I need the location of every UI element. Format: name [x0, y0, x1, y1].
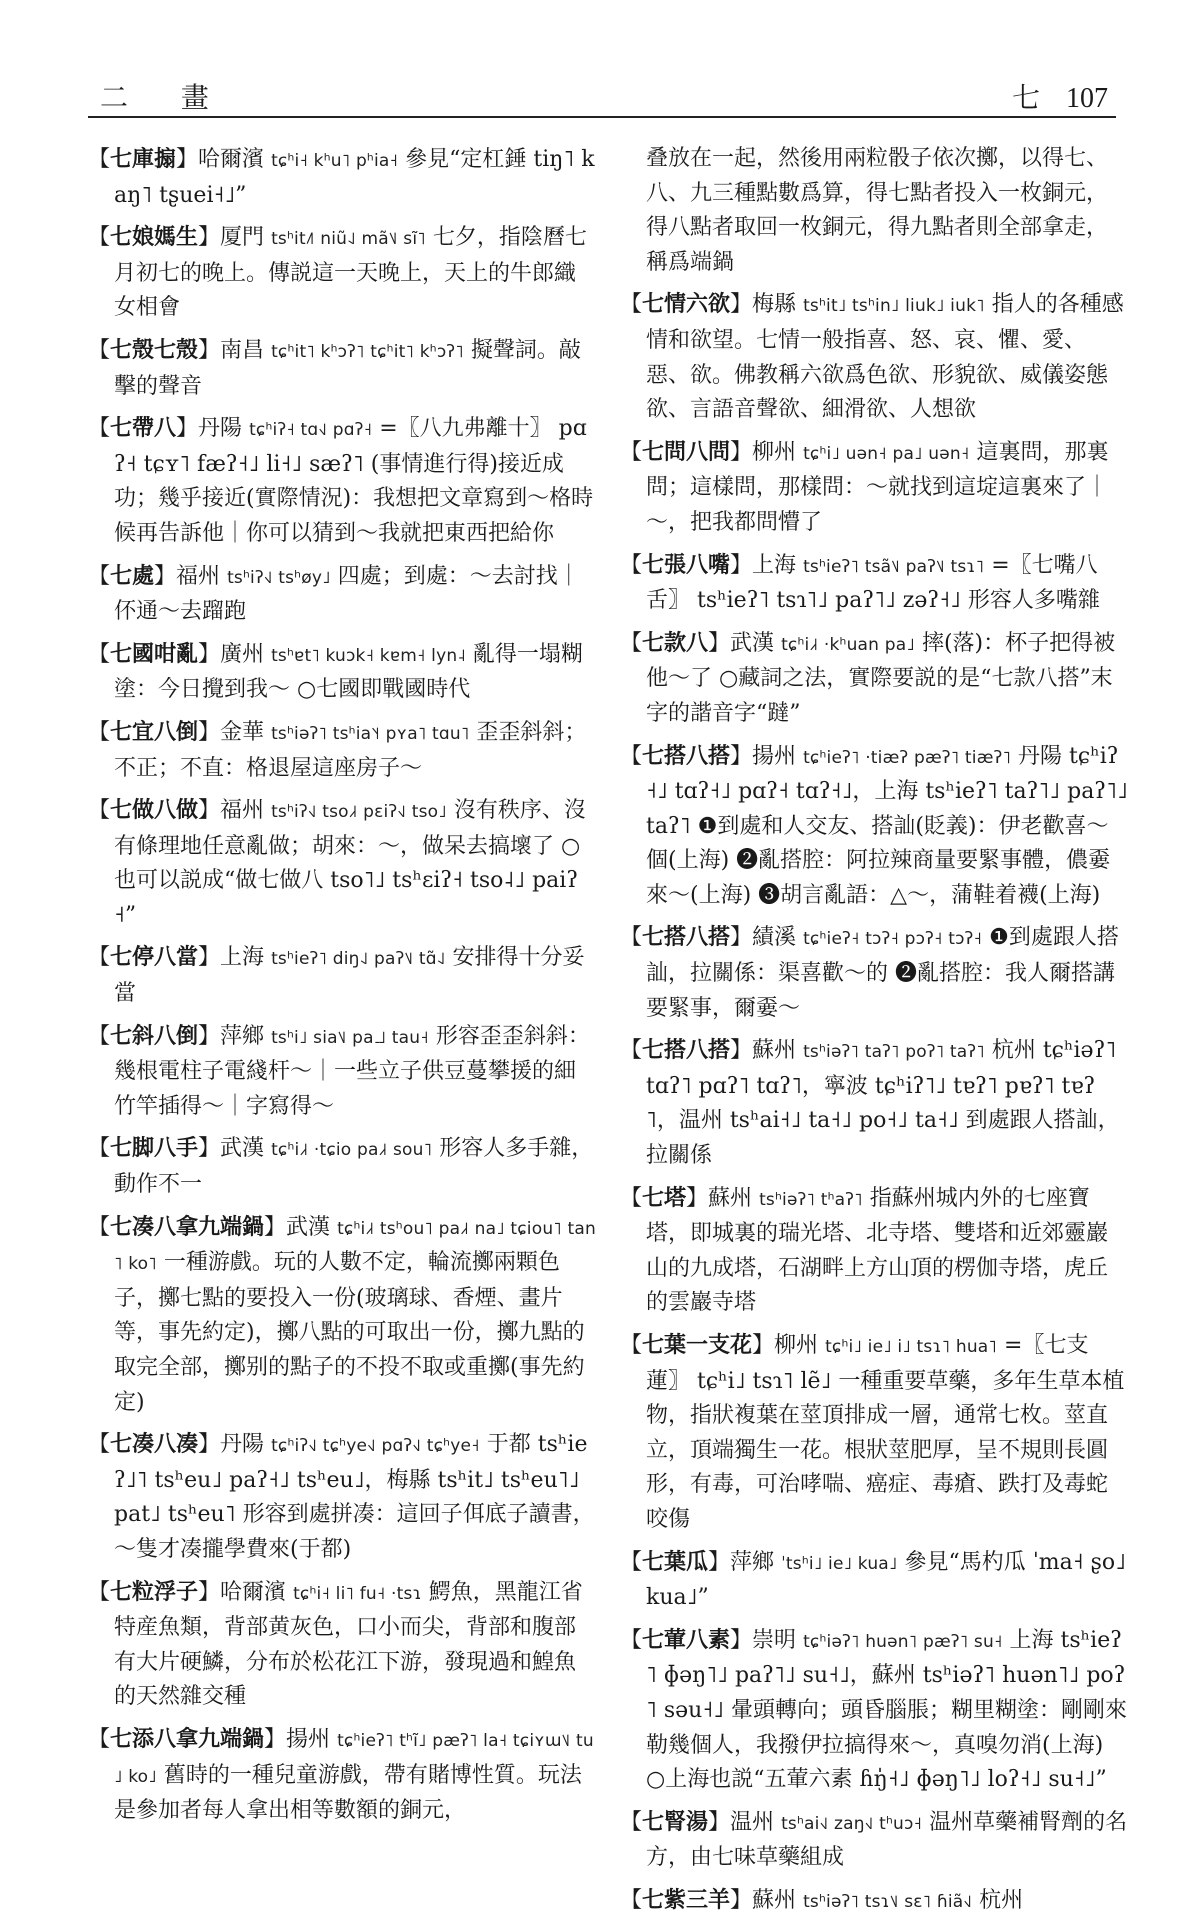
bracket-close: 】 — [730, 743, 753, 769]
bracket-close: 】 — [708, 1809, 731, 1835]
entry-definition: 指人的各種感情和欲望。七情一般指喜、怒、哀、懼、愛、惡、欲。佛教稱六欲爲色欲、形貌欲、威儀姿態欲、言語音聲欲、細滑欲、人想欲 — [646, 292, 1124, 423]
dictionary-entry — [88, 1210, 596, 1421]
dictionary-entry — [88, 559, 596, 630]
entry-definition: 叠放在一起，然後用兩粒骰子依次擲，以得七、八、九三種點數爲算，得七點者投入一枚銅元，得八點者取回一枚銅元，得九點者則全部拿走，稱爲端鍋 — [646, 146, 1109, 275]
entry-definition: 七夕，指陰曆七月初七的晚上。傳説這一天晚上，天上的牛郎織女相會 — [114, 225, 587, 321]
entry-headword: 七紫三羊 — [642, 1886, 731, 1913]
entry-pronunciation: tsʰɐt˥ kuɔk˧ kɐm˧ lyn˨ — [271, 645, 466, 666]
entry-definition: 温州草藥補腎劑的名方，由七味草藥組成 — [646, 1809, 1128, 1871]
entry-definition: 安排得十分妥當 — [114, 945, 585, 1007]
dictionary-entry — [88, 1427, 596, 1567]
entry-pronunciation: tsʰieʔ˥ diŋ˨˩ paʔ˥˩ tɑ̃˨˩ — [271, 949, 446, 970]
bracket-close: 】 — [730, 925, 753, 951]
entry-definition: 指蘇州城内外的七座寶塔，即城裏的瑞光塔、北寺塔、雙塔和近郊靈巖山的九成塔，石湖畔上方山頂的楞伽寺塔，虎丘的雲巖寺塔 — [646, 1185, 1109, 1316]
entry-pronunciation: tsʰi˩ sia˥˩ pa˩˩ tau˧ — [271, 1027, 429, 1048]
entry-headword: 七處 — [110, 562, 155, 589]
entry-definition: 形容歪歪斜斜：幾根電柱子電綫杆～｜一些立子供豆蔓攀援的細竹竿插得～｜字寫得～ — [114, 1023, 590, 1119]
entry-location: 揚州 — [752, 743, 797, 769]
entry-pronunciation: tsʰiəʔ˥ tsʰia˥˧ pʏa˥ tɑu˥ — [271, 723, 470, 744]
dictionary-entry — [88, 1131, 596, 1202]
bracket-close: 】 — [198, 1023, 221, 1049]
bracket-open: 【 — [88, 798, 111, 824]
entry-pronunciation: tɕʰiʔ˧ tɑ˧˩ pɑʔ˧ — [249, 420, 373, 441]
entry-headword: 七殼七殼 — [110, 336, 199, 363]
entry-pronunciation: tsʰiʔ˧˩ tsʰøy˩ — [227, 567, 331, 588]
entry-location: 柳州 — [774, 1333, 819, 1358]
entry-location: 温州 — [730, 1809, 775, 1835]
bracket-open: 【 — [620, 1185, 643, 1211]
entry-headword: 七添八拿九端鍋 — [110, 1725, 265, 1752]
page-locator — [986, 76, 1108, 116]
entry-headword: 七問八問 — [642, 438, 731, 465]
bracket-open: 【 — [620, 1038, 643, 1064]
entry-location: 萍鄉 — [220, 1023, 265, 1049]
bracket-open: 【 — [88, 416, 111, 442]
dictionary-entry — [88, 1722, 596, 1829]
entry-location: 武漢 — [730, 630, 775, 656]
bracket-open: 【 — [620, 925, 643, 951]
entry-definition: 上海 tsʰieʔ˥ ɸəŋ˥˩ paʔ˥˩ su˧˩，蘇州 tsʰiəʔ˥ huən˥˩ poʔ˥ səu˧˩ 暈頭轉向；頭昏腦脹；糊里糊塗：剛剛來勒幾個人，我撥伊拉搞得來～，真嗅勿消(上海) ○上海也説“五葷六素 ɦŋ̍˧˩ ɸəŋ˥˩ loʔ˧˩ su˧˩” — [646, 1627, 1128, 1793]
entry-pronunciation: tɕʰi˧ kʰu˥ pʰia˧ — [271, 151, 399, 171]
bracket-open: 【 — [88, 1726, 111, 1752]
dictionary-entry — [88, 220, 596, 326]
entry-pronunciation: tɕʰieʔ˥ ·tiæʔ pæʔ˥ tiæʔ˥ — [803, 747, 1012, 768]
bracket-close: 】 — [752, 1333, 775, 1358]
entry-headword: 七張八嘴 — [642, 551, 731, 578]
bracket-close: 】 — [176, 147, 199, 172]
entry-pronunciation: tɕʰi˩˧ tsʰou˥ pa˩˧ na˩ tɕiou˥ tan˥ ko˥ — [114, 1218, 596, 1275]
entry-definition: 于都 tsʰieʔ˩˥ tsʰeu˩ paʔ˧˩ tsʰeu˩，梅縣 tsʰit˩ tsʰeu˥˩ pat˩ tsʰeu˥ 形容到處拼凑：這回子佴底子讀書，～隻才凑攏學費來(于都) — [114, 1432, 595, 1562]
dictionary-entry — [620, 548, 1128, 619]
dictionary-entry — [88, 333, 596, 404]
left-column — [88, 142, 596, 1824]
entry-pronunciation: tɕʰieʔ˥ tʰĩ˩ pæʔ˥ la˧ tɕiʏɯ˥˩ tu˩ ko˩ — [114, 1730, 594, 1787]
dictionary-entry — [88, 1019, 596, 1125]
entry-pronunciation: tɕʰieʔ˧ tɔʔ˧ pɔʔ˧ tɔʔ˧ — [803, 929, 983, 950]
entry-continuation — [620, 142, 1128, 280]
entry-location: 蘇州 — [752, 1887, 797, 1913]
entry-headword: 七葷八素 — [642, 1626, 731, 1653]
page-number: 107 — [1066, 83, 1108, 114]
dictionary-entry — [620, 1623, 1128, 1798]
entry-pronunciation: tɕʰiəʔ˥ huən˥ pæʔ˥ su˧ — [803, 1631, 1003, 1652]
dictionary-entry — [620, 1033, 1128, 1173]
entry-definition: 這裏問，那裏問；這樣問，那樣問：～就找到這埞這裏來了｜～，把我都問懵了 — [646, 439, 1109, 535]
entry-location: 上海 — [752, 552, 797, 578]
bracket-close: 】 — [708, 1549, 731, 1575]
entry-headword: 七做八做 — [110, 797, 199, 824]
bracket-close: 】 — [730, 439, 753, 465]
section-title: 二 畫 — [100, 81, 231, 114]
entry-pronunciation: tɕʰit˥ kʰɔʔ˥ tɕʰit˥ kʰɔʔ˥ — [271, 341, 464, 362]
entry-pronunciation: tsʰai˧˩ zaŋ˧˩ tʰuɔ˧ — [781, 1813, 923, 1834]
entry-location: 厦門 — [220, 225, 265, 251]
bracket-open: 【 — [88, 563, 111, 589]
bracket-close: 】 — [198, 641, 221, 667]
dictionary-entry — [620, 626, 1128, 732]
entry-definition: 形容人多手雜，動作不一 — [114, 1136, 594, 1198]
bracket-close: 】 — [198, 719, 221, 745]
bracket-open: 【 — [88, 1136, 111, 1162]
bracket-close: 】 — [730, 1887, 753, 1913]
entry-headword: 七凑八拿九端鍋 — [110, 1213, 265, 1240]
entry-headword: 七娘媽生 — [110, 224, 199, 251]
entry-definition: 杭州 tɕʰiəʔ˥ tɑʔ˥ pɑʔ˥ tɑʔ˥，寧波 tɕʰiʔ˥˩ tɐʔ˥ pɐʔ˥ tɐʔ˥，温州 tsʰai˧˩ ta˧˩ po˧˩ ta˧˩ 到處跟人搭訕，拉關係 — [646, 1038, 1120, 1169]
entry-definition: 沒有秩序、沒有條理地任意亂做；胡來：～，做呆去搞壞了 ○也可以説成“做七做八 tso˥˩ tsʰɛiʔ˧ tso˨˩ paiʔ˧” — [114, 798, 586, 928]
bracket-close: 】 — [198, 337, 221, 363]
bracket-close: 】 — [686, 1185, 709, 1211]
entry-location: 丹陽 — [220, 1432, 265, 1458]
entry-headword: 七粒浮子 — [110, 1578, 199, 1605]
dictionary-entry — [620, 920, 1128, 1026]
entry-definition: 摔(落)：杯子把得被他～了 ○藏詞之法，實際要説的是“七款八搭”末字的諧音字“躂” — [646, 630, 1116, 726]
entry-pronunciation: tɕʰiʔ˧˩ tɕʰye˧˩ pɑʔ˧˩ tɕʰye˧ — [271, 1436, 480, 1457]
dictionary-entry — [620, 1883, 1128, 1920]
entry-pronunciation: tsʰiʔ˧˩ tso˩˧ pɛiʔ˧˩ tso˩ — [271, 802, 447, 823]
right-column — [620, 142, 1128, 1913]
entry-definition: =〖七嘴八舌〗 tsʰieʔ˥ tsɿ˥˩ paʔ˥˩ zəʔ˧˩ 形容人多嘴雜 — [646, 552, 1100, 614]
bracket-close: 】 — [708, 630, 731, 656]
entry-location: 績溪 — [752, 925, 797, 951]
entry-headword: 七宜八倒 — [110, 718, 199, 745]
entry-definition: ❶到處跟人搭訕，拉關係：渠喜歡～的 ❷亂搭腔：我人爾搭講要緊事，爾嫑～ — [646, 925, 1119, 1021]
entry-location: 上海 — [220, 945, 265, 971]
dictionary-entry — [620, 1181, 1128, 1321]
entry-pronunciation: tɕʰi˩ ie˩ i˩ tsɿ˥ hua˥ — [825, 1337, 998, 1357]
entry-definition: 參見“定杠錘 tiŋ˥ kaŋ˥ tʂuei˧˩” — [114, 147, 595, 208]
bracket-close: 】 — [730, 1038, 753, 1064]
bracket-open: 【 — [620, 1549, 643, 1575]
entry-location: 丹陽 — [198, 416, 243, 442]
entry-pronunciation: tsʰit˩˥ niũ˨˩ mã˥˩ sĩ˥ — [271, 229, 426, 250]
entry-definition: 歪歪斜斜；不正；不直：格退屋這座房子～ — [114, 719, 587, 781]
bracket-open: 【 — [88, 1432, 111, 1458]
bracket-close: 】 — [264, 1214, 287, 1240]
bracket-open: 【 — [620, 1887, 643, 1913]
bracket-open: 【 — [88, 1579, 111, 1605]
dictionary-entry — [620, 1545, 1128, 1616]
bracket-open: 【 — [620, 630, 643, 656]
bracket-close: 】 — [730, 1627, 753, 1653]
bracket-close: 】 — [198, 945, 221, 971]
dictionary-entry — [88, 637, 596, 708]
bracket-open: 【 — [88, 945, 111, 971]
bracket-close: 】 — [198, 225, 221, 251]
bracket-close: 】 — [730, 552, 753, 578]
dictionary-entry — [88, 715, 596, 786]
entry-headword: 七葉瓜 — [642, 1548, 709, 1575]
entry-location: 福州 — [220, 798, 265, 824]
entry-pronunciation: tɕʰi˩˧ ·tɕio pa˩˧ sou˥ — [271, 1140, 433, 1161]
entry-pronunciation: tsʰiəʔ˥ taʔ˥ poʔ˥ taʔ˥ — [803, 1042, 985, 1063]
entry-location: 梅縣 — [752, 292, 797, 318]
index-character: 七 — [1011, 83, 1040, 114]
bracket-open: 【 — [620, 1809, 643, 1835]
entry-location: 崇明 — [752, 1627, 797, 1653]
bracket-open: 【 — [620, 1627, 643, 1653]
entry-definition: 四處；到處：～去討找｜伓通～去蹓跑 — [114, 563, 580, 625]
dictionary-entry — [88, 940, 596, 1011]
dictionary-entry — [620, 1328, 1128, 1538]
entry-definition: 舊時的一種兒童游戲，帶有賭博性質。玩法是參加者每人拿出相等數額的銅元， — [114, 1762, 582, 1824]
page-header — [88, 76, 1116, 118]
bracket-open: 【 — [620, 552, 643, 578]
dictionary-entry — [620, 435, 1128, 541]
dictionary-entry — [620, 1805, 1128, 1876]
bracket-open: 【 — [88, 337, 111, 363]
bracket-close: 】 — [198, 798, 221, 824]
entry-headword: 七國咁亂 — [110, 640, 199, 667]
entry-headword: 七庫搧 — [110, 146, 177, 172]
entry-definition: 擬聲詞。敲擊的聲音 — [114, 337, 581, 399]
entry-headword: 七搭八搭 — [642, 742, 731, 769]
entry-definition: 一種游戲。玩的人數不定，輪流擲兩顆色子，擲七點的要投入一份(玻璃球、香煙、畫片等，事先約定)，擲八點的可取出一份，擲九點的取完全部，擲别的點子的不投不取或重擲(事先約定) — [114, 1250, 585, 1415]
entry-location: 哈爾濱 — [220, 1579, 287, 1605]
entry-pronunciation: tsʰieʔ˥ tsã˥˩ paʔ˥˩ tsɿ˥ — [803, 556, 985, 577]
bracket-open: 【 — [620, 439, 643, 465]
bracket-open: 【 — [88, 641, 111, 667]
entry-definition: 杭州 — [979, 1887, 1024, 1913]
entry-location: 武漢 — [220, 1136, 265, 1162]
entry-headword: 七情六欲 — [642, 291, 731, 318]
bracket-open: 【 — [88, 147, 111, 172]
entry-headword: 七帶八 — [110, 415, 177, 442]
bracket-close: 】 — [198, 1136, 221, 1162]
entry-headword: 七搭八搭 — [642, 1037, 731, 1064]
entry-headword: 七脚八手 — [110, 1135, 199, 1162]
dictionary-entry — [620, 287, 1128, 427]
bracket-open: 【 — [88, 719, 111, 745]
dictionary-entry — [88, 142, 596, 213]
entry-headword: 七塔 — [642, 1184, 687, 1211]
entry-location: 南昌 — [220, 337, 265, 363]
bracket-close: 】 — [198, 1432, 221, 1458]
entry-location: 金華 — [220, 719, 265, 745]
entry-definition: 參見“馬杓瓜 ˈma˧ ʂo˩ kua˩” — [646, 1549, 1127, 1611]
entry-location: 蘇州 — [708, 1185, 753, 1211]
entry-location: 廣州 — [220, 641, 265, 667]
entry-location: 萍鄉 — [730, 1549, 775, 1575]
entry-headword: 七款八 — [642, 629, 709, 656]
entry-pronunciation: tɕʰi˧ li˥ fu˧ ·tsɿ — [293, 1583, 422, 1604]
entry-headword: 七腎湯 — [642, 1808, 709, 1835]
bracket-close: 】 — [176, 416, 199, 442]
entry-pronunciation: tsʰiəʔ˥ tsɿ˥˩ sɛ˥ ɦiã˧˩ — [803, 1891, 973, 1912]
bracket-open: 【 — [620, 743, 643, 769]
entry-definition: 亂得一塌糊塗：今日攪到我～ ○七國即戰國時代 — [114, 641, 583, 703]
bracket-open: 【 — [620, 1333, 643, 1358]
dictionary-entry — [88, 1575, 596, 1715]
entry-location: 福州 — [176, 563, 221, 589]
entry-definition: =〖七支蓮〗 tɕʰi˩ tsɿ˥ lẽ˩ 一種重要草藥，多年生草本植物，指狀複葉在莖頂排成一層，通常七枚。莖直立，頂端獨生一花。根狀莖肥厚，呈不規則長圓形，有毒，可治哮喘、癌症、毒瘡、跌打及毒蛇咬傷 — [646, 1333, 1125, 1532]
entry-headword: 七凑八凑 — [110, 1431, 199, 1458]
bracket-open: 【 — [88, 1023, 111, 1049]
entry-headword: 七搭八搭 — [642, 924, 731, 951]
entry-pronunciation: tsʰiəʔ˥ tʰaʔ˥ — [759, 1189, 863, 1210]
bracket-close: 】 — [264, 1726, 287, 1752]
entry-pronunciation: tɕʰi˩˧ ·kʰuan pa˩ — [781, 634, 915, 655]
entry-definition: 鰐魚，黑龍江省特産魚類，背部黄灰色，口小而尖，背部和腹部有大片硬鱗，分布於松花江下游，發現過和鰉魚的天然雜交種 — [114, 1579, 583, 1710]
entry-location: 哈爾濱 — [198, 147, 265, 172]
dictionary-entry — [88, 411, 596, 551]
bracket-open: 【 — [88, 225, 111, 251]
entry-location: 武漢 — [286, 1214, 331, 1240]
entry-location: 揚州 — [286, 1726, 331, 1752]
bracket-close: 】 — [154, 563, 177, 589]
entry-pronunciation: tsʰit˩ tsʰin˩ liuk˩ iuk˥ — [803, 296, 985, 317]
bracket-open: 【 — [88, 1214, 111, 1240]
entry-headword: 七停八當 — [110, 944, 199, 971]
entry-location: 蘇州 — [752, 1038, 797, 1064]
dictionary-entry — [88, 793, 596, 933]
bracket-open: 【 — [620, 292, 643, 318]
entry-definition: =〖八九弗離十〗 pɑʔ˧ tɕʏ˥ fæʔ˧˩ li˧˩ sæʔ˥ (事情進行得)接近成功；幾乎接近(實際情況)：我想把文章寫到～格時候再告訴他｜你可以猜到～我就把東西把給你 — [114, 416, 594, 546]
bracket-close: 】 — [198, 1579, 221, 1605]
entry-pronunciation: ˈtsʰi˩ ie˩ kua˩ — [781, 1553, 898, 1574]
entry-headword: 七葉一支花 — [642, 1332, 753, 1358]
dictionary-entry — [620, 739, 1128, 914]
bracket-close: 】 — [730, 292, 753, 318]
entry-headword: 七斜八倒 — [110, 1022, 199, 1049]
entry-definition: 丹陽 tɕʰiʔ˧˩ tɑʔ˧˩ pɑʔ˧ tɑʔ˧˩，上海 tsʰieʔ˥ taʔ˥˩ paʔ˥˩ taʔ˥ ❶到處和人交友、搭訕(貶義)：伊老歡喜～個(上海) ❷亂搭腔：阿拉辣商量要緊事體，儂嫑來～(上海) ❸胡言亂語：△～，蒲鞋着襪(上海) — [646, 743, 1128, 908]
entry-pronunciation: tɕʰi˩ uən˧ pa˩ uən˧ — [803, 443, 970, 464]
entry-location: 柳州 — [752, 439, 797, 465]
